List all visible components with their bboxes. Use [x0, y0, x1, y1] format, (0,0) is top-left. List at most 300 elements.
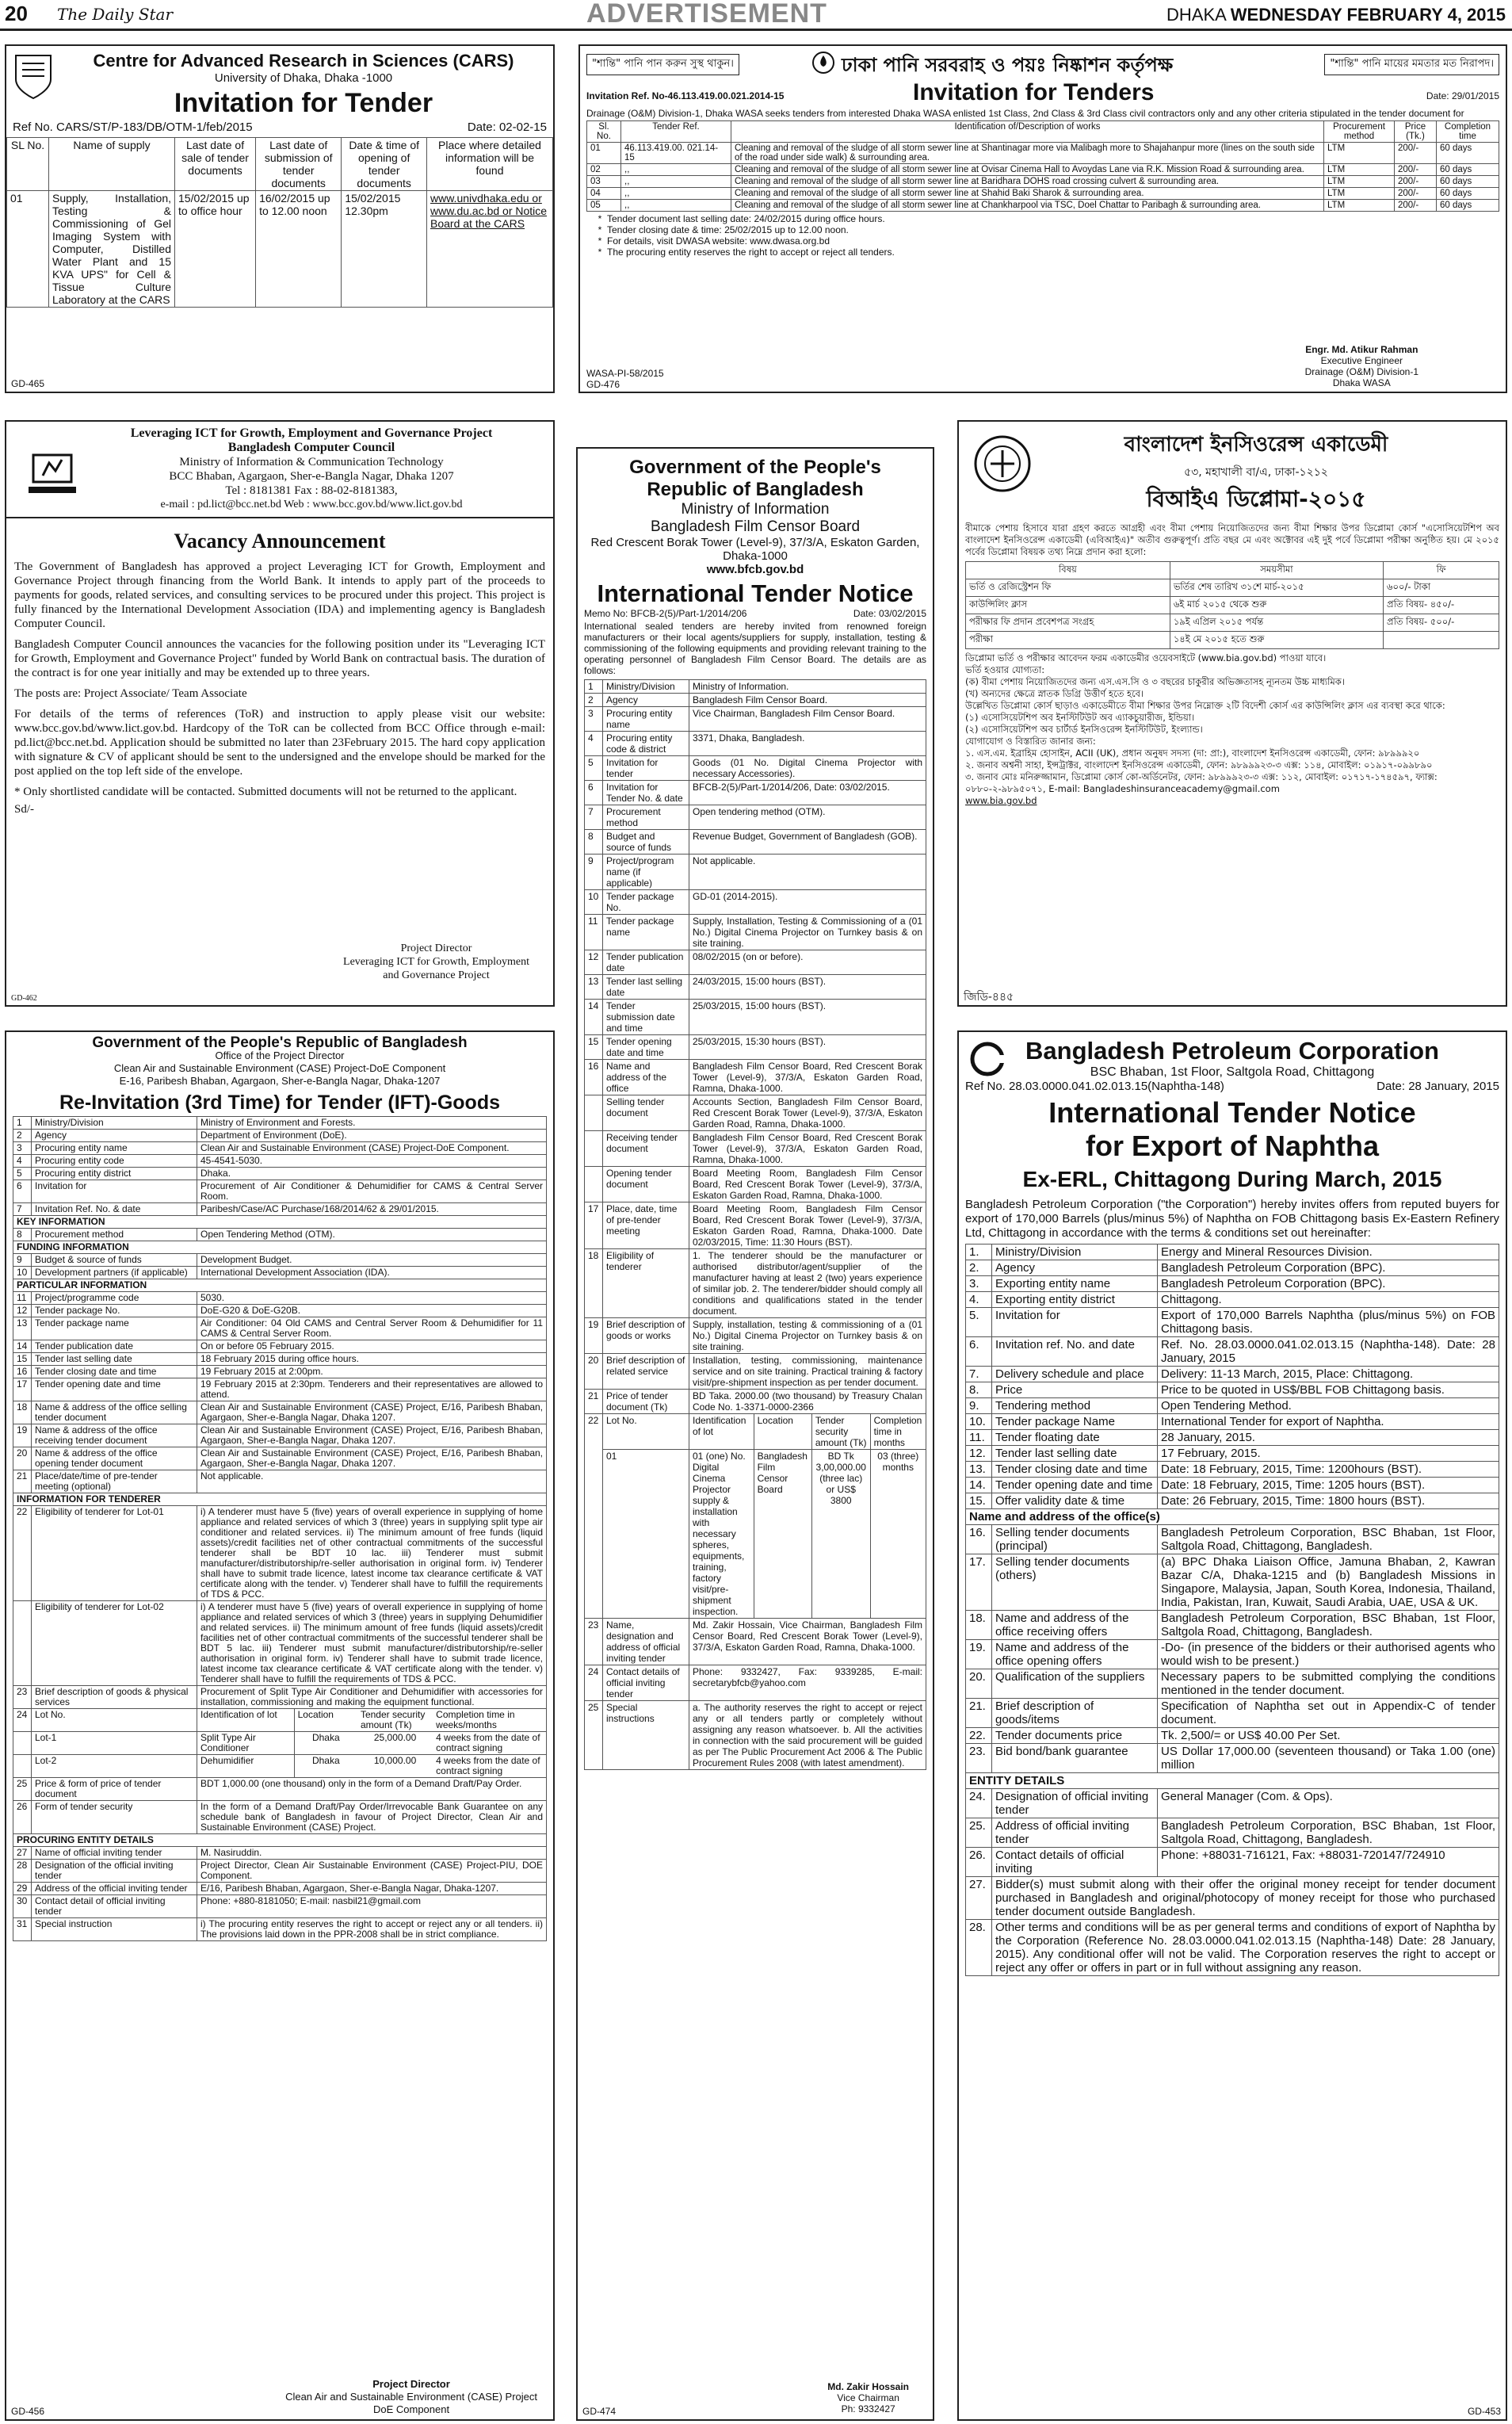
- gd-number: GD-453: [1467, 2406, 1501, 2417]
- cell: 18: [13, 1401, 32, 1424]
- lot-head: Lot No.: [603, 1414, 689, 1450]
- cell: 10.: [966, 1414, 992, 1430]
- col-head: সময়সীমা: [1170, 562, 1383, 579]
- cell: 1: [13, 1117, 32, 1130]
- table-row: [13, 1378, 547, 1401]
- cell: [585, 1167, 603, 1202]
- table-row: [966, 1493, 1499, 1509]
- cell: 12: [13, 1305, 32, 1317]
- lot-head: Identification of lot: [197, 1709, 295, 1732]
- cell: Tender package Name: [992, 1414, 1158, 1430]
- cell: Bangladesh Film Censor Board: [754, 1450, 811, 1619]
- cell: Address of the official inviting tender: [32, 1883, 197, 1895]
- cell: 1.: [966, 1244, 992, 1260]
- table-row: [13, 1847, 547, 1860]
- table-row: [587, 176, 1499, 188]
- cell: Chittagong.: [1158, 1292, 1499, 1308]
- cell: 8: [13, 1229, 32, 1241]
- cell: 04: [587, 188, 621, 200]
- cell: (a) BPC Dhaka Liaison Office, Jamuna Bhaban, 2, Kawran Bazar C/A, Dhaka-1215 and (b) Bangladesh Missions in Singapore, Malaysia, Japan, South Korea, Indonesia, Thailand, India, Pakistan, Iran, Kuwait, Saudi Arabia, UAE, USA & UK.: [1158, 1554, 1499, 1611]
- cell: 7.: [966, 1367, 992, 1382]
- cell: 19: [13, 1424, 32, 1447]
- table-row: [585, 1318, 926, 1354]
- table-row: [585, 890, 926, 915]
- cell: 21.: [966, 1699, 992, 1728]
- cell: 24/03/2015, 15:00 hours (BST).: [689, 975, 926, 1000]
- table-row: [585, 1701, 926, 1770]
- section-header: KEY INFORMATION: [13, 1216, 547, 1229]
- table-row: [585, 1390, 926, 1414]
- cell: [585, 1095, 603, 1131]
- cell: Dhaka.: [197, 1168, 547, 1180]
- cell: Not applicable.: [689, 855, 926, 890]
- project-name: Clean Air and Sustainable Environment (CASE) Project-DoE Component: [113, 1062, 446, 1074]
- lot-head: Completion time in months: [870, 1414, 926, 1450]
- cell: Open Tendering Method.: [1158, 1398, 1499, 1414]
- wasa-signature: [1305, 344, 1418, 388]
- table-row: [585, 1354, 926, 1390]
- col-head: Last date of submission of tender documents: [256, 138, 342, 191]
- cell: 24: [13, 1709, 32, 1732]
- cell: 13: [13, 1317, 32, 1340]
- cell: On or before 05 February 2015.: [197, 1340, 547, 1353]
- cell: প্রতি বিষয়- ৪৫০/-: [1384, 597, 1499, 614]
- col-head: বিষয়: [966, 562, 1170, 579]
- cell: 200/-: [1395, 200, 1437, 212]
- cell: 16: [13, 1366, 32, 1378]
- cell: Brief description of goods & physical services: [32, 1686, 197, 1709]
- table-row: [966, 1367, 1499, 1382]
- cell: Ref. No. 28.03.0000.041.02.013.15 (Naphtha-148). Date: 28 January, 2015: [1158, 1337, 1499, 1367]
- cell: 02: [587, 164, 621, 176]
- bia-heading: বিআইএ ডিপ্লোমা-২০১৫: [1146, 486, 1366, 512]
- contact-web[interactable]: e-mail : pd.lict@bcc.net.bd Web : www.bcc.gov.bd/www.lict.gov.bd: [160, 499, 463, 510]
- cell: ভর্তি ও রেজিস্ট্রেশন ফি: [966, 579, 1170, 597]
- cell: Tender last selling date: [992, 1446, 1158, 1462]
- cell: Tender opening date and time: [32, 1378, 197, 1401]
- cell: 46.113.419.00. 021.14-15: [621, 143, 731, 164]
- gd-number: GD-476: [586, 379, 620, 390]
- cell: GD-01 (2014-2015).: [689, 890, 926, 915]
- memo-date: Date: 03/02/2015: [853, 608, 926, 619]
- cell: Date: 26 February, 2015, Time: 1800 hours (BST).: [1158, 1493, 1499, 1509]
- cell: 15/02/2015 up to office hour: [175, 191, 256, 308]
- cell: 23: [13, 1686, 32, 1709]
- wasa-table: [586, 120, 1499, 212]
- cell: 3.: [966, 1276, 992, 1292]
- cell: 5: [585, 756, 603, 781]
- section-title: ADVERTISEMENT: [586, 0, 827, 29]
- cell: Phone: 9332427, Fax: 9339285, E-mail: secretarybfcb@yahoo.com: [689, 1665, 926, 1701]
- case-signature: [285, 2378, 537, 2416]
- table-row: [13, 1305, 547, 1317]
- cell: Name & address of the office receiving tender document: [32, 1424, 197, 1447]
- col-head: Sl. No.: [587, 121, 621, 143]
- table-row: [966, 1744, 1499, 1773]
- table-row: [13, 1834, 547, 1847]
- table-row: [966, 1398, 1499, 1414]
- bpc-address: BSC Bhaban, 1st Floor, Saltgola Road, Chittagong: [1090, 1065, 1375, 1079]
- cell: Supply, Installation, Testing & Commissioning of a (01 No.) Digital Cinema Projector on Turnkey basis & on site training.: [689, 915, 926, 950]
- cell: Cleaning and removal of the sludge of all storm sewer line at Ovisar Cinema Hall to Avoydas Lane via R.K. Mission Road & surrounding area.: [731, 164, 1324, 176]
- cars-ref: Ref No. CARS/ST/P-183/DB/OTM-1/feb/2015: [13, 120, 253, 134]
- cell: 14: [13, 1340, 32, 1353]
- cell: Tender last selling date: [603, 975, 689, 1000]
- cell: Accounts Section, Bangladesh Film Censor Board, Red Crescent Borak Tower (Level-9), 37/3/A, Eskaton Garden Road, Ramna, Dhaka-1000.: [689, 1095, 926, 1131]
- cell: Bid bond/bank guarantee: [992, 1744, 1158, 1773]
- cell: Ministry/Division: [603, 680, 689, 694]
- table-row: [587, 200, 1499, 212]
- bpc-table: [965, 1244, 1499, 1976]
- website-link[interactable]: www.bfcb.gov.bd: [706, 563, 804, 576]
- cell: 25/03/2015, 15:00 hours (BST).: [689, 1000, 926, 1035]
- newspaper-name: The Daily Star: [57, 5, 174, 24]
- cell: Selling tender documents (others): [992, 1554, 1158, 1611]
- body-line: (ক) বীমা পেশায় নিয়োজিতদের জন্য এস.এস.সি ও ৩ বছরের চাকুরীর অভিজ্ঞতাসহ ন্যূনতম উচ্চ মাধ্যমিক।: [965, 676, 1345, 687]
- cell: ৬০০/- টাকা: [1384, 579, 1499, 597]
- cell: Paribesh/Case/AC Purchase/168/2014/62 & 29/01/2015.: [197, 1203, 547, 1216]
- bpc-ref: Ref No. 28.03.0000.041.02.013.15(Naphtha-148): [965, 1080, 1224, 1093]
- body-line: (২) এসোসিয়েটশিপ অব চার্টার্ড ইনসিওরেন্স ইনস্টিটিউট, ইংল্যান্ড।: [965, 724, 1203, 735]
- cell: Form of tender security: [32, 1801, 197, 1834]
- cell: 3371, Dhaka, Bangladesh.: [689, 732, 926, 756]
- cell: 60 days: [1437, 176, 1499, 188]
- body-line: ভর্তি হওয়ার যোগ্যতা:: [965, 664, 1045, 675]
- table-row: [13, 1279, 547, 1292]
- address: E-16, Paribesh Bhaban, Agargaon, Sher-e-Bangla Nagar, Dhaka-1207: [119, 1075, 441, 1087]
- table-row: [966, 597, 1499, 614]
- cell: Price: [992, 1382, 1158, 1398]
- body-line: (খ) অন্যদের ক্ষেত্রে স্নাতক ডিগ্রি উত্তীর্ণ হতে হবে।: [965, 688, 1144, 699]
- table-row: [966, 1308, 1499, 1337]
- table-row: [13, 1180, 547, 1203]
- cell: Phone: +88031-716121, Fax: +88031-720147/724910: [1158, 1848, 1499, 1877]
- lot-row: [13, 1732, 547, 1755]
- cell: Selling tender documents (principal): [992, 1525, 1158, 1554]
- bpc-heading: Ex-ERL, Chittagong During March, 2015: [1022, 1167, 1442, 1191]
- cell: 25: [585, 1701, 603, 1770]
- cell: Name and address of the office receiving offers: [992, 1611, 1158, 1640]
- cell: Tendering method: [992, 1398, 1158, 1414]
- table-row: [966, 1446, 1499, 1462]
- cell: Md. Zakir Hossain, Vice Chairman, Bangladesh Film Censor Board, Red Crescent Borak Tower (Level-9), 37/3/A, Eskaton Garden Road, Ramna, Dhaka-1000.: [689, 1619, 926, 1665]
- cell: Specification of Naphtha set out in Appendix-C of tender document.: [1158, 1699, 1499, 1728]
- table-row: [585, 1619, 926, 1665]
- table-row: [13, 1918, 547, 1941]
- cell: LTM: [1324, 176, 1395, 188]
- cell: 08/02/2015 (on or before).: [689, 950, 926, 975]
- lot-head: Tender security amount (Tk): [360, 1709, 426, 1730]
- table-row: [966, 1337, 1499, 1367]
- cell: Dehumidifier: [197, 1755, 295, 1778]
- lot-head: Location: [754, 1414, 811, 1450]
- cell: 10,000.00: [373, 1755, 417, 1766]
- cell: [13, 1601, 32, 1686]
- lot-head: Lot No.: [32, 1709, 197, 1732]
- paragraph: For details of the terms of references (ToR) and instruction to apply please visit our website: www.bcc.gov.bd/www.lict.gov.bd. Hardcopy of the ToR can be collected from BCC Office through e-mail: pd.lict@bcc.net.bd. Application should be submitted no later than 23February 2015. The hard copy application with signature & CV of applicant should be sent to the undersigned and the envelope should be marked for the post applied on the top left side of the envelope.: [14, 708, 545, 778]
- cell: Open Tendering Method (OTM).: [197, 1229, 547, 1241]
- cell: 6.: [966, 1337, 992, 1367]
- date: WEDNESDAY FEBRUARY 4, 2015: [1230, 5, 1506, 25]
- table-row: [13, 1229, 547, 1241]
- cell: 28: [13, 1860, 32, 1883]
- cell: ১৯ই এপ্রিল ২০১৫ পর্যন্ত: [1170, 614, 1383, 632]
- table-row: [966, 614, 1499, 632]
- slogan-left: "শান্তি" পানি পান করুন সুস্থ থাকুন।: [586, 54, 739, 75]
- cell: 10: [13, 1267, 32, 1279]
- cell: Procurement method: [603, 805, 689, 830]
- cell: 200/-: [1395, 143, 1437, 164]
- body-line: ৩. জনাব মোঃ মনিরুজ্জামান, ডিপ্লোমা কোর্স কো-অর্ডিনেটর, ফোন: ৯৮৯৯৯২৩-৩ এক্স: ১১২, মোবাইল: ০১৭১৭-১৭৪৫৯৭, ফ্যাক্স: ০৮৮০-২-৯৮৯৫০৭১, E-mail: Bangladeshinsuranceacademy@gmail.com: [965, 771, 1438, 794]
- body-line: ২. জনাব অশ্বনী সাহা, ইন্সট্রাক্টর, বাংলাদেশ ইনসিওরেন্স একাডেমী, ফোন: ৯৮৯৯৯২৩-৩ এক্স: ১১৪, মোবাইল: ০১৯১৭-০৯৯৮৯০: [965, 759, 1433, 770]
- table-row: [585, 781, 926, 805]
- cell[interactable]: www.univdhaka.edu or www.du.ac.bd or Notice Board at the CARS: [427, 191, 553, 308]
- cell: Procurement method: [32, 1229, 197, 1241]
- gd-number: GD-462: [11, 994, 37, 1003]
- table-row: [585, 680, 926, 694]
- cell: Procuring entity district: [32, 1168, 197, 1180]
- cell: 60 days: [1437, 200, 1499, 212]
- cell: LTM: [1324, 200, 1395, 212]
- section-header: PROCURING ENTITY DETAILS: [13, 1834, 547, 1847]
- cell: ভর্তির শেষ তারিখ ৩১শে মার্চ-২০১৫: [1170, 579, 1383, 597]
- cell: কাউন্সিলিং ক্লাস: [966, 597, 1170, 614]
- cars-heading: Invitation for Tender: [174, 88, 433, 118]
- lot-head: Completion time in weeks/months: [436, 1709, 515, 1730]
- cell: Bangladesh Petroleum Corporation, BSC Bhaban, 1st Floor, Saltgola Road, Chittagong, Bangladesh.: [1158, 1525, 1499, 1554]
- table-row: [585, 732, 926, 756]
- table-row: [585, 756, 926, 781]
- cell: Clean Air and Sustainable Environment (CASE) Project-DoE Component.: [197, 1142, 547, 1155]
- table-row: [13, 1601, 547, 1686]
- cell: Special instructions: [603, 1701, 689, 1770]
- cell: 03 (three) months: [870, 1450, 926, 1619]
- table-row: [585, 855, 926, 890]
- cell: Invitation for: [32, 1180, 197, 1203]
- cell: [13, 1732, 32, 1755]
- bpc-logo-icon: [970, 1042, 1005, 1076]
- bia-fee-table: [965, 561, 1499, 649]
- wasa-intro: Drainage (O&M) Division-1, Dhaka WASA seeks tenders from interested Dhaka WASA enlisted 1st Class, 2nd Class & 3rd Class civil contractors only and any other criteria stipulated in the tender document for: [586, 108, 1464, 119]
- note-item: * The procuring entity reserves the right to accept or reject all tenders.: [607, 247, 1506, 258]
- website-link[interactable]: www.bia.gov.bd: [965, 795, 1037, 806]
- cell: 45-4541-5030.: [197, 1155, 547, 1168]
- lot-subtable: [294, 1709, 546, 1732]
- cell: Tender closing date and time: [992, 1462, 1158, 1478]
- cell: 20: [585, 1354, 603, 1390]
- cell: Goods (01 No. Digital Cinema Projector with necessary Accessories).: [689, 756, 926, 781]
- cell: 60 days: [1437, 164, 1499, 176]
- table-row: [585, 1131, 926, 1167]
- cell: ১৪ই মে ২০১৫ হতে শুরু: [1170, 632, 1383, 649]
- table-row: [13, 1424, 547, 1447]
- bia-diploma-ad: [957, 420, 1507, 1007]
- table-row: [585, 1035, 926, 1060]
- cell: Contact detail of official inviting tender: [32, 1895, 197, 1918]
- cell: Tender publication date: [603, 950, 689, 975]
- lot-head: Location: [297, 1709, 334, 1720]
- cell: DoE-G20 & DoE-G20B.: [197, 1305, 547, 1317]
- cell: 19: [585, 1318, 603, 1354]
- col-head: Completion time: [1437, 121, 1499, 143]
- table-row: [585, 805, 926, 830]
- cell: Special instruction: [32, 1918, 197, 1941]
- cell: Invitation Ref. No. & date: [32, 1203, 197, 1216]
- cell: E/16, Paribesh Bhaban, Agargaon, Sher-e-Bangla Nagar, Dhaka-1207.: [197, 1883, 547, 1895]
- cell: Eligibility of tenderer for Lot-01: [32, 1506, 197, 1601]
- lot-row: [13, 1755, 547, 1778]
- table-row: [13, 1130, 547, 1142]
- cell: ,,: [621, 176, 731, 188]
- table-row: [966, 1818, 1499, 1848]
- city: DHAKA: [1166, 5, 1226, 25]
- table-row: [13, 1883, 547, 1895]
- table-row: [13, 1686, 547, 1709]
- cell: Tender package No.: [603, 890, 689, 915]
- cell: Bangladesh Petroleum Corporation, BSC Bhaban, 1st Floor, Saltgola Road, Chittagong, Bangladesh.: [1158, 1818, 1499, 1848]
- cell: 27.: [966, 1877, 992, 1920]
- signatory-name: Md. Zakir Hossain: [827, 2381, 909, 2392]
- cell: 16.: [966, 1525, 992, 1554]
- table-row: [13, 1216, 547, 1229]
- cell: 13.: [966, 1462, 992, 1478]
- cell: LTM: [1324, 143, 1395, 164]
- cell: 4 weeks from the date of contract signing: [436, 1732, 540, 1753]
- table-row: [966, 1728, 1499, 1744]
- table-row: [13, 1470, 547, 1493]
- cell: BFCB-2(5)/Part-1/2014/206, Date: 03/02/2015.: [689, 781, 926, 805]
- cell: 16/02/2015 up to 12.00 noon: [256, 191, 342, 308]
- cell: 22: [585, 1414, 603, 1619]
- cell: Agency: [992, 1260, 1158, 1276]
- paragraph: Bangladesh Computer Council announces the vacancies for the following position under its "Leveraging ICT for Growth, Employment and Governance Project" funded by World Bank on contractual basis. The duration of the contract is for one year initially and may be extended up to three years.: [14, 638, 545, 679]
- signatory-name: Engr. Md. Atikur Rahman: [1305, 344, 1418, 355]
- cell: পরীক্ষা: [966, 632, 1170, 649]
- table-row: [13, 1117, 547, 1130]
- cell: 19 February 2015 at 2:00pm.: [197, 1366, 547, 1378]
- cell: Tender documents price: [992, 1728, 1158, 1744]
- cell: 8: [585, 830, 603, 855]
- lot-subtable: [294, 1732, 546, 1755]
- cell: 1. The tenderer should be the manufacturer or authorised distributor/agent/supplier of the manufacturer having at least 2 (two) years experience of similar job. 2. The tenderer/bidder should comply all conditions and qualifications stated in the tender document.: [689, 1249, 926, 1318]
- cell: 11: [585, 915, 603, 950]
- cell: Bangladesh Petroleum Corporation (BPC).: [1158, 1260, 1499, 1276]
- table-row: [7, 191, 553, 308]
- cell: 25.: [966, 1818, 992, 1848]
- table-row: [13, 1317, 547, 1340]
- table-row: [13, 1366, 547, 1378]
- body-line: ১. এস.এম. ইব্রাহিম হোসাইন, ACII (UK), প্রধান অনুষদ সদস্য (দা: প্রা:), বাংলাদেশ ইনসিওরেন্স একাডেমী, ফোন: ৯৮৯৯৯২০: [965, 747, 1420, 759]
- cell: Address of official inviting tender: [992, 1818, 1158, 1848]
- cell: 2: [13, 1130, 32, 1142]
- table-row: [13, 1241, 547, 1254]
- cell: Energy and Mineral Resources Division.: [1158, 1244, 1499, 1260]
- bpc-heading: International Tender Notice: [1048, 1096, 1416, 1129]
- cell: 17: [13, 1378, 32, 1401]
- table-row: [966, 1276, 1499, 1292]
- wasa-pi-ref: WASA-PI-58/2015: [586, 368, 664, 379]
- cell: 6: [13, 1180, 32, 1203]
- cell: Designation of official inviting tender: [992, 1789, 1158, 1818]
- cell: Tender submission date and time: [603, 1000, 689, 1035]
- table-row: [966, 1244, 1499, 1260]
- table-row: [966, 1478, 1499, 1493]
- cell: Contact details of official inviting tender: [603, 1665, 689, 1701]
- cell: 29: [13, 1883, 32, 1895]
- cell: 9: [585, 855, 603, 890]
- cars-title: Centre for Advanced Research in Sciences (CARS): [93, 51, 514, 71]
- table-row: [585, 1060, 926, 1095]
- cell: Procurement of Air Conditioner & Dehumidifier for CAMS & Central Server Room.: [197, 1180, 547, 1203]
- signatory-line: and Governance Project: [383, 969, 490, 981]
- address: Red Crescent Borak Tower (Level-9), 37/3/A, Eskaton Garden, Dhaka-1000: [590, 536, 920, 563]
- col-head: Tender Ref.: [621, 121, 731, 143]
- table-row: [13, 1254, 547, 1267]
- table-row: [966, 1640, 1499, 1669]
- cell: 25,000.00: [373, 1732, 417, 1743]
- case-tender-ad: [5, 1030, 555, 2421]
- table-row: [585, 1665, 926, 1701]
- cell: 12.: [966, 1446, 992, 1462]
- memo-no: Memo No: BFCB-2(5)/Part-1/2014/206: [584, 608, 747, 619]
- bpc-heading: for Export of Naphtha: [1086, 1130, 1379, 1162]
- table-row: [966, 1789, 1499, 1818]
- table-row: [585, 707, 926, 732]
- cell: Qualification of the suppliers: [992, 1669, 1158, 1699]
- table-row: [13, 1267, 547, 1279]
- table-row: [585, 915, 926, 950]
- col-head: Place where detailed information will be found: [427, 138, 553, 191]
- bfcb-table: [584, 679, 926, 1770]
- cell: 23.: [966, 1744, 992, 1773]
- cell: 22: [13, 1506, 32, 1601]
- col-head: Date & time of opening of tender documents: [342, 138, 427, 191]
- cell: 20: [13, 1447, 32, 1470]
- cell: LTM: [1324, 164, 1395, 176]
- cell: 18: [585, 1249, 603, 1318]
- cell: i) The procuring entity reserves the right to accept or reject any or all tenders. ii) The provisions laid down in the PPR-2008 shall be in strict compliance.: [197, 1918, 547, 1941]
- section-header: INFORMATION FOR TENDERER: [13, 1493, 547, 1506]
- table-row: [585, 1202, 926, 1249]
- cell: 01: [7, 191, 49, 308]
- newspaper-header: [0, 0, 1512, 31]
- cell: Tk. 2,500/= or US$ 40.00 Per Set.: [1158, 1728, 1499, 1744]
- cell: Offer validity date & time: [992, 1493, 1158, 1509]
- cell: 10: [585, 890, 603, 915]
- cell: 05: [587, 200, 621, 212]
- col-head: Price (Tk.): [1395, 121, 1437, 143]
- cell: 28 January, 2015.: [1158, 1430, 1499, 1446]
- project-name: Leveraging ICT for Growth, Employment and Governance Project: [130, 426, 493, 440]
- gd-number: GD-465: [11, 378, 45, 389]
- wasa-ref: Invitation Ref. No-46.113.419.00.021.2014-15: [586, 90, 785, 101]
- cell: Tender floating date: [992, 1430, 1158, 1446]
- bia-title: বাংলাদেশ ইনসিওরেন্স একাডেমী: [1124, 433, 1388, 457]
- bcc-vacancy-ad: [5, 420, 555, 1007]
- cell: US Dollar 17,000.00 (seventeen thousand) or Taka 1.00 (one) million: [1158, 1744, 1499, 1773]
- cell: 2.: [966, 1260, 992, 1276]
- cell: 22.: [966, 1728, 992, 1744]
- signatory-name: Project Director: [372, 2378, 450, 2390]
- col-head: Identification of/Description of works: [731, 121, 1324, 143]
- cell: General Manager (Com. & Ops).: [1158, 1789, 1499, 1818]
- cell: 18 February 2015 during office hours.: [197, 1353, 547, 1366]
- table-row: [13, 1155, 547, 1168]
- academy-seal-icon: [973, 434, 1032, 493]
- cell: 4: [13, 1155, 32, 1168]
- cell: Revenue Budget, Government of Bangladesh (GOB).: [689, 830, 926, 855]
- cell: Installation, testing, commissioning, maintenance service and on site training. Practical training & factory visit/pre-shipment inspection as per tender document.: [689, 1354, 926, 1390]
